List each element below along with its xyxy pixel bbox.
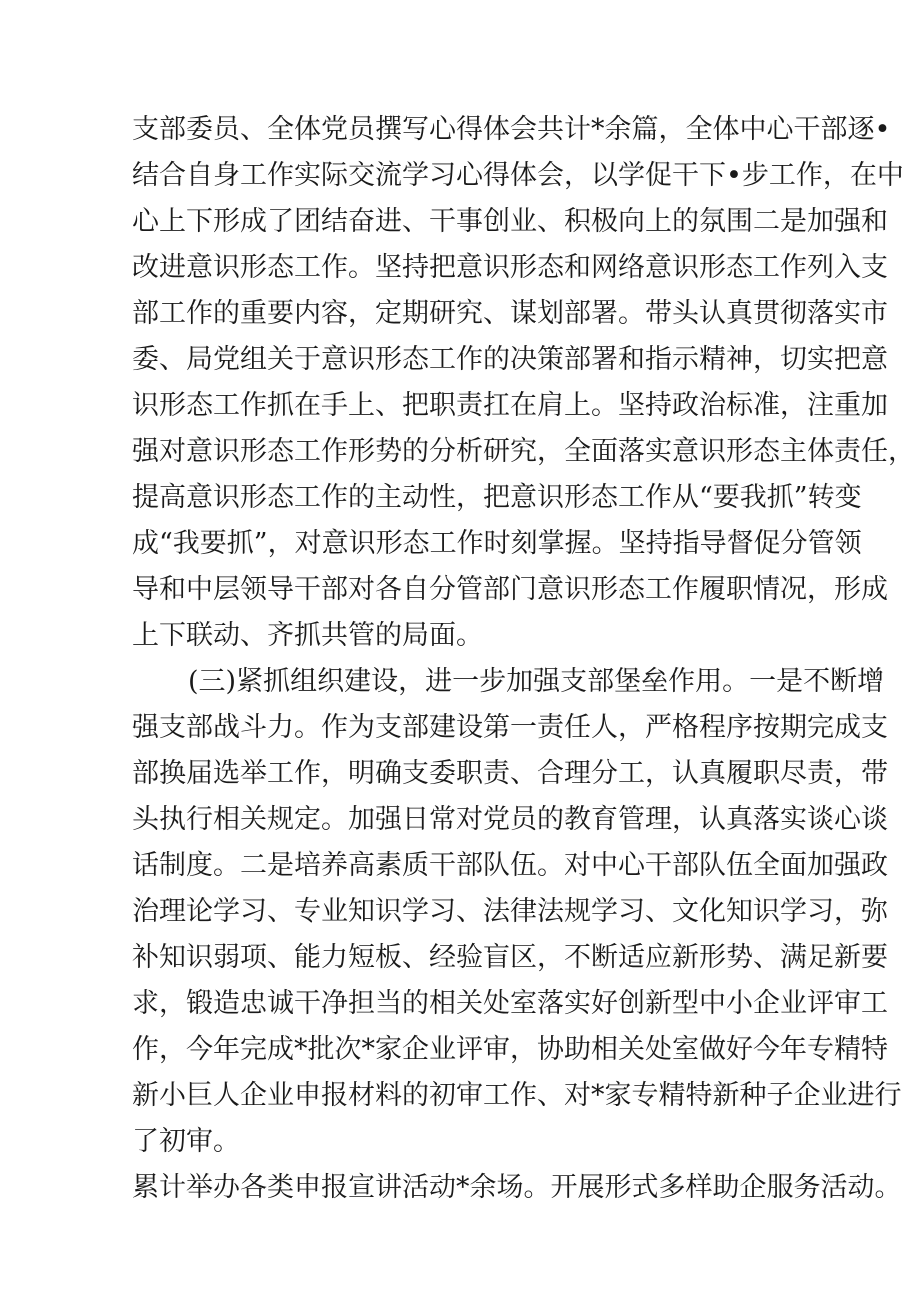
text-line: 话制度。二是培养高素质干部队伍。对中心干部队伍全面加强政 bbox=[132, 850, 888, 881]
section-heading-line: (三)紧抓组织建设，进一步加强支部堡垒作用。一是不断增 bbox=[188, 666, 885, 697]
text-line: 导和中层领导干部对各自分管部门意识形态工作履职情况，形成 bbox=[132, 574, 888, 605]
text-line: 强支部战斗力。作为支部建设第一责任人，严格程序按期完成支 bbox=[132, 712, 888, 743]
text-line: 求，锻造忠诚干净担当的相关处室落实好创新型中小企业评审工 bbox=[132, 988, 888, 1019]
text-line: 累计举办各类申报宣讲活动*余场。开展形式多样助企服务活动。 bbox=[132, 1172, 902, 1203]
text-line: 委、局党组关于意识形态工作的决策部署和指示精神，切实把意 bbox=[132, 344, 888, 375]
text-line: 成“我要抓”，对意识形态工作时刻掌握。坚持指导督促分管领 bbox=[132, 528, 862, 559]
text-line: 部换届选举工作，明确支委职责、合理分工，认真履职尽责，带 bbox=[132, 758, 888, 789]
text-line: 新小巨人企业申报材料的初审工作、对*家专精特新种子企业进行 bbox=[132, 1080, 902, 1111]
text-line: 改进意识形态工作。坚持把意识形态和网络意识形态工作列入支 bbox=[132, 252, 888, 283]
text-line: 作，今年完成*批次*家企业评审，协助相关处室做好今年专精特 bbox=[132, 1034, 888, 1065]
text-line: 心上下形成了团结奋进、干事创业、积极向上的氛围二是加强和 bbox=[132, 206, 888, 237]
text-line: 支部委员、全体党员撰写心得体会共计*余篇，全体中心干部逐• bbox=[132, 114, 891, 145]
text-line: 了初审。 bbox=[132, 1126, 240, 1157]
text-line: 治理论学习、专业知识学习、法律法规学习、文化知识学习，弥 bbox=[132, 896, 888, 927]
text-line: 提高意识形态工作的主动性，把意识形态工作从“要我抓”转变 bbox=[132, 482, 862, 513]
text-line: 头执行相关规定。加强日常对党员的教育管理，认真落实谈心谈 bbox=[132, 804, 888, 835]
text-line: 强对意识形态工作形势的分析研究，全面落实意识形态主体责任， bbox=[132, 436, 915, 467]
text-line: 上下联动、齐抓共管的局面。 bbox=[132, 620, 483, 651]
text-line: 结合自身工作实际交流学习心得体会，以学促干下•步工作，在中 bbox=[132, 160, 904, 191]
text-line: 补知识弱项、能力短板、经验盲区，不断适应新形势、满足新要 bbox=[132, 942, 888, 973]
text-line: 识形态工作抓在手上、把职责扛在肩上。坚持政治标准，注重加 bbox=[132, 390, 888, 421]
text-line: 部工作的重要内容，定期研究、谋划部署。带头认真贯彻落实市 bbox=[132, 298, 888, 329]
